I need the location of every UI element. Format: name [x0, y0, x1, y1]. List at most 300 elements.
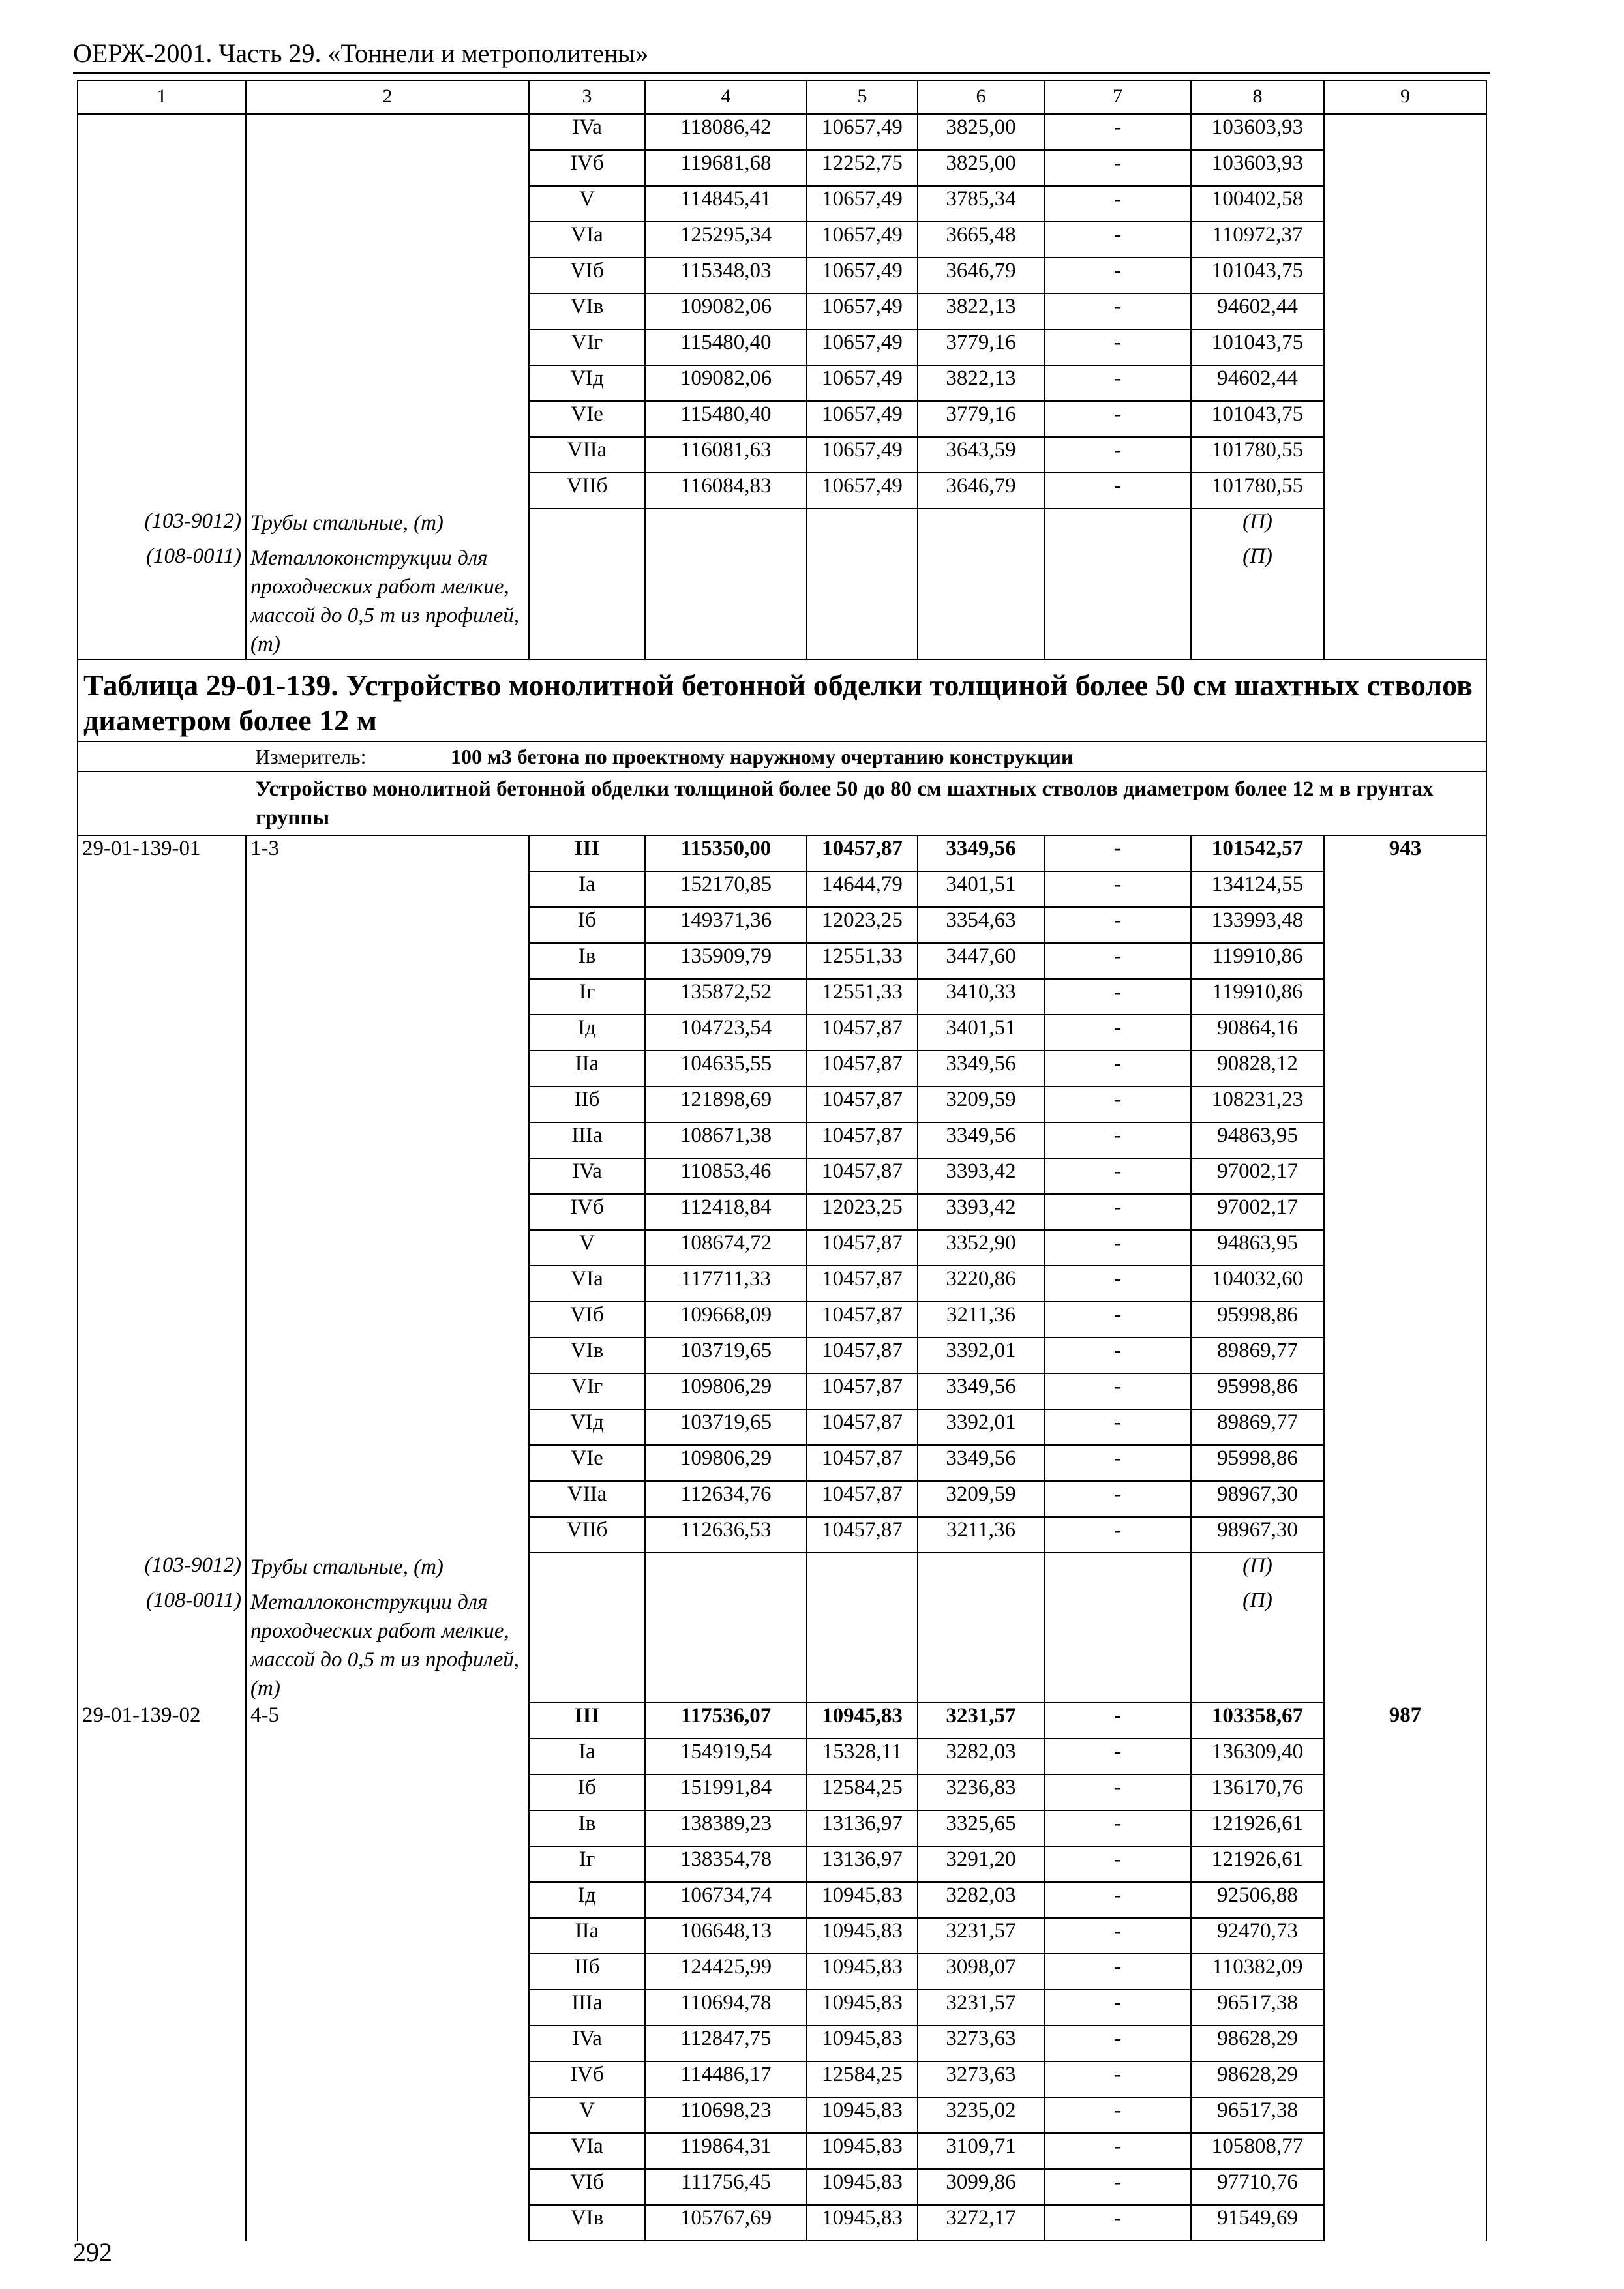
region-zone: IVa	[529, 1158, 645, 1194]
labor-cost	[1324, 871, 1486, 907]
group-label	[246, 1882, 529, 1918]
operator-wages: -	[1044, 258, 1191, 293]
column-number: 6	[918, 80, 1044, 114]
item-code	[78, 2169, 246, 2205]
labor-cost	[1324, 329, 1486, 365]
table-row	[78, 2169, 1486, 2205]
machine-cost: 3646,79	[918, 473, 1044, 509]
resource-name: Металлоконструкции для проходческих работ мелкие, массой до 0,5 т из профилей, (т)	[246, 544, 529, 659]
wages: 10657,49	[807, 401, 918, 437]
region-zone: VIe	[529, 1445, 645, 1481]
running-header: ОЕРЖ-2001. Часть 29. «Тоннели и метрополитены»	[73, 38, 649, 68]
operator-wages: -	[1044, 1703, 1191, 1739]
labor-cost	[1324, 1302, 1486, 1338]
table-row	[78, 1882, 1486, 1918]
item-code	[78, 1338, 246, 1373]
wages: 10457,87	[807, 1051, 918, 1086]
wages: 15328,11	[807, 1739, 918, 1774]
group-label	[246, 222, 529, 258]
empty-cell	[918, 1588, 1044, 1703]
table-row	[78, 258, 1486, 293]
total-cost: 116081,63	[645, 437, 807, 473]
wages: 12551,33	[807, 943, 918, 979]
operator-wages: -	[1044, 2133, 1191, 2169]
region-zone: IIб	[529, 1086, 645, 1122]
machine-cost: 3235,02	[918, 2097, 1044, 2133]
region-zone: Iв	[529, 943, 645, 979]
operator-wages: -	[1044, 150, 1191, 186]
table-row	[78, 365, 1486, 401]
labor-cost	[1324, 2026, 1486, 2061]
table-title: Таблица 29-01-139. Устройство монолитной бетонной обделки толщиной более 50 см шахтных стволов диаметром более 12 м	[78, 659, 1486, 741]
empty-cell	[807, 1588, 918, 1703]
materials-cost: 101780,55	[1191, 473, 1324, 509]
item-code	[78, 114, 246, 150]
total-cost: 149371,36	[645, 907, 807, 943]
machine-cost: 3779,16	[918, 401, 1044, 437]
operator-wages: -	[1044, 907, 1191, 943]
item-code	[78, 2133, 246, 2169]
group-label	[246, 114, 529, 150]
table-row	[78, 1194, 1486, 1230]
operator-wages: -	[1044, 1266, 1191, 1302]
region-zone: VIг	[529, 1373, 645, 1409]
materials-cost: 110382,09	[1191, 1954, 1324, 1990]
page-number: 292	[73, 2237, 112, 2267]
labor-cost	[1324, 1015, 1486, 1051]
group-label	[246, 1122, 529, 1158]
total-cost: 135872,52	[645, 979, 807, 1015]
region-zone: VIв	[529, 293, 645, 329]
item-code	[78, 186, 246, 222]
labor-cost	[1324, 1882, 1486, 1918]
labor-cost	[1324, 473, 1486, 509]
item-code: 29-01-139-02	[78, 1703, 246, 1739]
group-label	[246, 1194, 529, 1230]
resource-mark: (П)	[1191, 1588, 1324, 1703]
empty-cell	[807, 544, 918, 659]
machine-cost: 3825,00	[918, 150, 1044, 186]
table-row	[78, 1810, 1486, 1846]
labor-cost	[1324, 1194, 1486, 1230]
operator-wages: -	[1044, 1774, 1191, 1810]
resource-name: Трубы стальные, (т)	[246, 509, 529, 544]
materials-cost: 95998,86	[1191, 1373, 1324, 1409]
total-cost: 109668,09	[645, 1302, 807, 1338]
item-code	[78, 2097, 246, 2133]
wages: 10657,49	[807, 186, 918, 222]
item-code	[78, 2205, 246, 2241]
group-label	[246, 1409, 529, 1445]
total-cost: 112847,75	[645, 2026, 807, 2061]
empty-cell	[1044, 509, 1191, 544]
wages: 10657,49	[807, 365, 918, 401]
operator-wages: -	[1044, 473, 1191, 509]
operator-wages: -	[1044, 1373, 1191, 1409]
wages: 10945,83	[807, 2133, 918, 2169]
wages: 14644,79	[807, 871, 918, 907]
rates-table	[77, 80, 1487, 2241]
item-code	[78, 1051, 246, 1086]
group-label	[246, 473, 529, 509]
item-code	[78, 1158, 246, 1194]
region-zone: Ia	[529, 1739, 645, 1774]
empty-cell	[645, 1588, 807, 1703]
operator-wages: -	[1044, 1086, 1191, 1122]
machine-cost: 3643,59	[918, 437, 1044, 473]
operator-wages: -	[1044, 1918, 1191, 1954]
section-subtitle: Устройство монолитной бетонной обделки толщиной более 50 до 80 см шахтных стволов диаметром более 12 м в грунтах группы	[78, 771, 1486, 835]
region-zone: VIд	[529, 1409, 645, 1445]
region-zone: Iб	[529, 907, 645, 943]
machine-cost: 3822,13	[918, 293, 1044, 329]
group-label	[246, 907, 529, 943]
materials-cost: 97002,17	[1191, 1158, 1324, 1194]
table-row	[78, 1990, 1486, 2026]
total-cost: 104723,54	[645, 1015, 807, 1051]
operator-wages: -	[1044, 2026, 1191, 2061]
materials-cost: 97710,76	[1191, 2169, 1324, 2205]
item-code	[78, 2026, 246, 2061]
total-cost: 104635,55	[645, 1051, 807, 1086]
materials-cost: 98967,30	[1191, 1481, 1324, 1517]
materials-cost: 103603,93	[1191, 150, 1324, 186]
table-row	[78, 1517, 1486, 1553]
column-number: 7	[1044, 80, 1191, 114]
empty-cell	[918, 509, 1044, 544]
item-code	[78, 1409, 246, 1445]
operator-wages: -	[1044, 1882, 1191, 1918]
materials-cost: 98628,29	[1191, 2061, 1324, 2097]
item-code: 29-01-139-01	[78, 835, 246, 871]
group-label	[246, 979, 529, 1015]
materials-cost: 94863,95	[1191, 1122, 1324, 1158]
table-row	[78, 1918, 1486, 1954]
table-row	[78, 2133, 1486, 2169]
table-row	[78, 150, 1486, 186]
labor-cost	[1324, 437, 1486, 473]
item-code	[78, 871, 246, 907]
labor-cost	[1324, 1266, 1486, 1302]
group-label	[246, 1302, 529, 1338]
operator-wages: -	[1044, 1230, 1191, 1266]
wages: 10457,87	[807, 835, 918, 871]
machine-cost: 3665,48	[918, 222, 1044, 258]
machine-cost: 3349,56	[918, 1373, 1044, 1409]
item-code	[78, 1086, 246, 1122]
region-zone: Iд	[529, 1882, 645, 1918]
empty-cell	[529, 1588, 645, 1703]
empty-cell	[918, 1553, 1044, 1588]
group-label	[246, 1158, 529, 1194]
machine-cost: 3349,56	[918, 1122, 1044, 1158]
empty-cell	[807, 1553, 918, 1588]
wages: 10945,83	[807, 1882, 918, 1918]
wages: 13136,97	[807, 1810, 918, 1846]
resource-mark: (П)	[1191, 509, 1324, 544]
item-code	[78, 1481, 246, 1517]
wages: 12584,25	[807, 1774, 918, 1810]
wages: 10457,87	[807, 1338, 918, 1373]
materials-cost: 90828,12	[1191, 1051, 1324, 1086]
materials-cost: 133993,48	[1191, 907, 1324, 943]
group-label	[246, 401, 529, 437]
total-cost: 116084,83	[645, 473, 807, 509]
materials-cost: 101780,55	[1191, 437, 1324, 473]
total-cost: 124425,99	[645, 1954, 807, 1990]
empty-cell	[529, 544, 645, 659]
labor-cost	[1324, 943, 1486, 979]
total-cost: 108674,72	[645, 1230, 807, 1266]
materials-cost: 110972,37	[1191, 222, 1324, 258]
total-cost: 114486,17	[645, 2061, 807, 2097]
region-zone: IIa	[529, 1051, 645, 1086]
wages: 10457,87	[807, 1266, 918, 1302]
table-row	[78, 943, 1486, 979]
operator-wages: -	[1044, 365, 1191, 401]
group-label	[246, 1739, 529, 1774]
resource-code: (103-9012)	[78, 1553, 246, 1588]
materials-cost: 94602,44	[1191, 365, 1324, 401]
region-zone: VIa	[529, 1266, 645, 1302]
total-cost: 138389,23	[645, 1810, 807, 1846]
materials-cost: 94602,44	[1191, 293, 1324, 329]
labor-cost	[1324, 150, 1486, 186]
operator-wages: -	[1044, 1122, 1191, 1158]
operator-wages: -	[1044, 329, 1191, 365]
wages: 10945,83	[807, 1990, 918, 2026]
resource-code: (108-0011)	[78, 1588, 246, 1703]
machine-cost: 3273,63	[918, 2026, 1044, 2061]
column-number: 3	[529, 80, 645, 114]
table-row	[78, 1409, 1486, 1445]
labor-cost	[1324, 979, 1486, 1015]
total-cost: 106734,74	[645, 1882, 807, 1918]
group-label	[246, 871, 529, 907]
region-zone: III	[529, 835, 645, 871]
group-label	[246, 437, 529, 473]
region-zone: VIa	[529, 222, 645, 258]
operator-wages: -	[1044, 1990, 1191, 2026]
operator-wages: -	[1044, 943, 1191, 979]
table-row	[78, 1739, 1486, 1774]
materials-cost: 89869,77	[1191, 1409, 1324, 1445]
machine-cost: 3349,56	[918, 1445, 1044, 1481]
operator-wages: -	[1044, 2061, 1191, 2097]
machine-cost: 3354,63	[918, 907, 1044, 943]
region-zone: VIa	[529, 2133, 645, 2169]
table-row	[78, 1051, 1486, 1086]
group-label	[246, 1774, 529, 1810]
region-zone: IVa	[529, 2026, 645, 2061]
item-code	[78, 1517, 246, 1553]
machine-cost: 3099,86	[918, 2169, 1044, 2205]
group-label	[246, 150, 529, 186]
table-row	[78, 1445, 1486, 1481]
machine-cost: 3272,17	[918, 2205, 1044, 2241]
region-zone: IVб	[529, 150, 645, 186]
region-zone: VIIa	[529, 437, 645, 473]
total-cost: 105767,69	[645, 2205, 807, 2241]
materials-cost: 108231,23	[1191, 1086, 1324, 1122]
empty-cell	[918, 544, 1044, 659]
labor-cost	[1324, 1230, 1486, 1266]
materials-cost: 96517,38	[1191, 2097, 1324, 2133]
wages: 10657,49	[807, 258, 918, 293]
labor-cost	[1324, 1918, 1486, 1954]
measure-cell	[78, 741, 1486, 771]
table-row	[78, 329, 1486, 365]
region-zone: Iб	[529, 1774, 645, 1810]
machine-cost: 3349,56	[918, 1051, 1044, 1086]
group-label	[246, 2061, 529, 2097]
table-row	[78, 1158, 1486, 1194]
empty-cell	[1044, 1588, 1191, 1703]
table-row	[78, 473, 1486, 509]
item-code	[78, 1882, 246, 1918]
item-code	[78, 1739, 246, 1774]
materials-cost: 105808,77	[1191, 2133, 1324, 2169]
machine-cost: 3352,90	[918, 1230, 1044, 1266]
column-number: 5	[807, 80, 918, 114]
materials-cost: 100402,58	[1191, 186, 1324, 222]
machine-cost: 3209,59	[918, 1086, 1044, 1122]
wages: 10945,83	[807, 2169, 918, 2205]
item-code	[78, 943, 246, 979]
materials-cost: 92470,73	[1191, 1918, 1324, 1954]
region-zone: Iд	[529, 1015, 645, 1051]
materials-cost: 104032,60	[1191, 1266, 1324, 1302]
labor-cost	[1324, 114, 1486, 150]
labor-cost	[1324, 1846, 1486, 1882]
region-zone: IIIa	[529, 1122, 645, 1158]
resource-note-row	[78, 509, 1486, 544]
operator-wages: -	[1044, 1517, 1191, 1553]
materials-cost: 96517,38	[1191, 1990, 1324, 2026]
group-label	[246, 2133, 529, 2169]
resource-note-row	[78, 544, 1486, 659]
table-row	[78, 2061, 1486, 2097]
region-zone: V	[529, 186, 645, 222]
machine-cost: 3211,36	[918, 1302, 1044, 1338]
wages: 10457,87	[807, 1409, 918, 1445]
labor-cost	[1324, 401, 1486, 437]
wages: 10945,83	[807, 1954, 918, 1990]
labor-cost	[1324, 2097, 1486, 2133]
total-cost: 109082,06	[645, 293, 807, 329]
operator-wages: -	[1044, 2169, 1191, 2205]
total-cost: 115480,40	[645, 401, 807, 437]
empty-cell	[1324, 544, 1486, 659]
total-cost: 125295,34	[645, 222, 807, 258]
wages: 10945,83	[807, 1918, 918, 1954]
empty-cell	[645, 509, 807, 544]
operator-wages: -	[1044, 1445, 1191, 1481]
total-cost: 151991,84	[645, 1774, 807, 1810]
resource-code: (103-9012)	[78, 509, 246, 544]
empty-cell	[1044, 1553, 1191, 1588]
labor-cost	[1324, 258, 1486, 293]
table-row	[78, 1302, 1486, 1338]
operator-wages: -	[1044, 1015, 1191, 1051]
labor-cost	[1324, 1481, 1486, 1517]
resource-note-row	[78, 1553, 1486, 1588]
region-zone: IIa	[529, 1918, 645, 1954]
machine-cost: 3209,59	[918, 1481, 1044, 1517]
machine-cost: 3401,51	[918, 1015, 1044, 1051]
operator-wages: -	[1044, 222, 1191, 258]
wages: 10457,87	[807, 1015, 918, 1051]
column-number: 9	[1324, 80, 1486, 114]
materials-cost: 90864,16	[1191, 1015, 1324, 1051]
operator-wages: -	[1044, 1158, 1191, 1194]
table-row	[78, 2026, 1486, 2061]
wages: 12023,25	[807, 1194, 918, 1230]
total-cost: 119864,31	[645, 2133, 807, 2169]
item-code	[78, 329, 246, 365]
materials-cost: 91549,69	[1191, 2205, 1324, 2241]
machine-cost: 3220,86	[918, 1266, 1044, 1302]
table-row	[78, 1954, 1486, 1990]
empty-cell	[529, 1553, 645, 1588]
group-label	[246, 1373, 529, 1409]
materials-cost: 97002,17	[1191, 1194, 1324, 1230]
wages: 10657,49	[807, 114, 918, 150]
table-row	[78, 1481, 1486, 1517]
empty-cell	[645, 1553, 807, 1588]
machine-cost: 3401,51	[918, 871, 1044, 907]
operator-wages: -	[1044, 1194, 1191, 1230]
machine-cost: 3211,36	[918, 1517, 1044, 1553]
table-row	[78, 293, 1486, 329]
group-label	[246, 2205, 529, 2241]
labor-cost	[1324, 2133, 1486, 2169]
empty-cell	[807, 509, 918, 544]
total-cost: 118086,42	[645, 114, 807, 150]
operator-wages: -	[1044, 186, 1191, 222]
table-row	[78, 1338, 1486, 1373]
column-number-row	[78, 80, 1486, 114]
wages: 13136,97	[807, 1846, 918, 1882]
group-label	[246, 1230, 529, 1266]
total-cost: 112636,53	[645, 1517, 807, 1553]
table-row	[78, 1846, 1486, 1882]
machine-cost: 3393,42	[918, 1194, 1044, 1230]
region-zone: VIд	[529, 365, 645, 401]
table-row	[78, 186, 1486, 222]
item-code	[78, 1990, 246, 2026]
resource-mark: (П)	[1191, 1553, 1324, 1588]
materials-cost: 94863,95	[1191, 1230, 1324, 1266]
region-zone: VIIa	[529, 1481, 645, 1517]
region-zone: V	[529, 2097, 645, 2133]
machine-cost: 3785,34	[918, 186, 1044, 222]
group-label	[246, 1481, 529, 1517]
total-cost: 138354,78	[645, 1846, 807, 1882]
wages: 10657,49	[807, 222, 918, 258]
machine-cost: 3273,63	[918, 2061, 1044, 2097]
empty-cell	[1044, 544, 1191, 659]
region-zone: VIб	[529, 258, 645, 293]
materials-cost: 101043,75	[1191, 401, 1324, 437]
materials-cost: 101542,57	[1191, 835, 1324, 871]
operator-wages: -	[1044, 1810, 1191, 1846]
operator-wages: -	[1044, 1739, 1191, 1774]
group-label	[246, 329, 529, 365]
operator-wages: -	[1044, 1846, 1191, 1882]
total-cost: 109806,29	[645, 1373, 807, 1409]
machine-cost: 3282,03	[918, 1882, 1044, 1918]
